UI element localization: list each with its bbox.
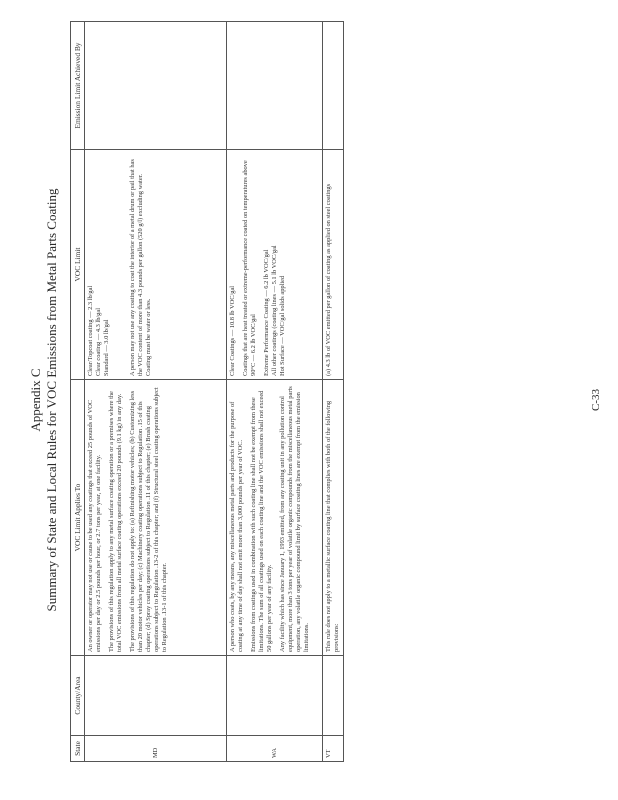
applies-paragraph: Emissions from coatings used in combination with such coating line shall not be exempt from these limitations. The sum of all coatings used on each coating line and the VOC emissions shall not exceed 50 gallons per year of any facility. — [250, 390, 273, 652]
header-achieved: Emission Limit Achieved By — [71, 22, 85, 150]
applies-paragraph: Any facility which has since January 1, 1993 emitted, from any coating unit in any pollution control equipment, more than 3 tons per year of volatile organic compounds from the miscellaneous metal parts operation, any volatile organic compound limit by surface coating lines are exempt from the emission limitations. — [279, 386, 310, 652]
header-applies: VOC Limit Applies To — [71, 380, 85, 656]
cell-county — [227, 656, 323, 736]
header-state: State — [71, 736, 85, 762]
cell-achieved — [323, 22, 344, 150]
limit-line: Hot Surface — VOC/gal solids applied — [279, 275, 286, 376]
page-number: C-33 — [590, 389, 602, 411]
limit-line: Clear Coatings — 10.8 lb VOC/gal — [229, 285, 236, 376]
cell-county — [323, 656, 344, 736]
limit-line: Clear coating — 4.3 lb/gal — [95, 308, 102, 376]
cell-limit: (a) 4.3 lb of VOC emitted per gallon of coating as applied on steel coatings — [323, 150, 344, 380]
cell-state: MD — [85, 736, 227, 762]
appendix-label: Appendix C — [28, 368, 43, 432]
table-row — [85, 22, 227, 762]
table-header-row — [71, 22, 85, 762]
cell-limit — [227, 150, 323, 380]
cell-applies: This rule does not apply to a metallic surface coating line that complies with both of the following provisions: — [323, 380, 344, 656]
applies-paragraph: The provisions of this regulation apply to any metal surface coating operation or a premises where the total VOC emissions from all metal surface coating operations exceed 20 pounds (9.1 kg) in any day. — [108, 391, 123, 652]
limit-line: All other coatings (coating lines — 5.1 lb VOC/gal — [271, 245, 278, 376]
table-row — [323, 22, 344, 762]
cell-achieved — [85, 22, 227, 150]
table-row — [227, 22, 323, 762]
cell-state: WA — [227, 736, 323, 762]
cell-state: VT — [323, 736, 344, 762]
header-limit: VOC Limit — [71, 150, 85, 380]
cell-county — [85, 656, 227, 736]
limit-line: Coatings that are heat treated or extreme-performance coated on temperatures above 90°C — 6.2 lb VOC/gal — [242, 160, 257, 376]
limit-line: Standard — 3.0 lb/gal — [103, 319, 110, 376]
applies-paragraph: An owner or operator may not use or cause to be used any coatings that exceed 25 pounds of VOC emissions per day or 2.5 pounds per hour, or 2.7 tons per year, at one facility. — [87, 399, 102, 652]
applies-paragraph: The provisions of this regulation do not apply to: (a) Refinishing motor vehicles; (b) Customizing less than 20 motor vehicles per day; (c) Machinery coating operations subject to Regulation .15 of this chapter; (d) Spray coating operations subject to Regulation .11 of this chapter; (e) Brush coating operations subject to Regulation .13-2 of this chapter; and (f) Structural steel coating operations subject to Regulation .13-1 of this chapter. — [129, 387, 168, 652]
limit-line: Extreme Performance Coating — 6.2 lb VOC/gal — [263, 249, 270, 376]
header-county: County/Area — [71, 656, 85, 736]
voc-rules-table — [70, 21, 344, 762]
cell-achieved — [227, 22, 323, 150]
limit-line: Clear/Topcoat coating — 2.3 lb/gal — [87, 285, 94, 376]
document-title: Summary of State and Local Rules for VOC Emissions from Metal Parts Coating — [44, 188, 59, 612]
cell-limit — [85, 150, 227, 380]
limit-paragraph: A person may not use any coating to coat the interior of a metal drum or pail that has the VOC content of more than 4.3 pounds per gallon (520 g/l) excluding water. Coating must be water or less. — [129, 159, 152, 376]
cell-applies — [227, 380, 323, 656]
cell-applies — [85, 380, 227, 656]
applies-paragraph: A person who coats, by any means, any miscellaneous metal parts and products for the purpose of coating at any time of day shall not emit more than 3,000 pounds per year of VOC. — [229, 401, 244, 652]
